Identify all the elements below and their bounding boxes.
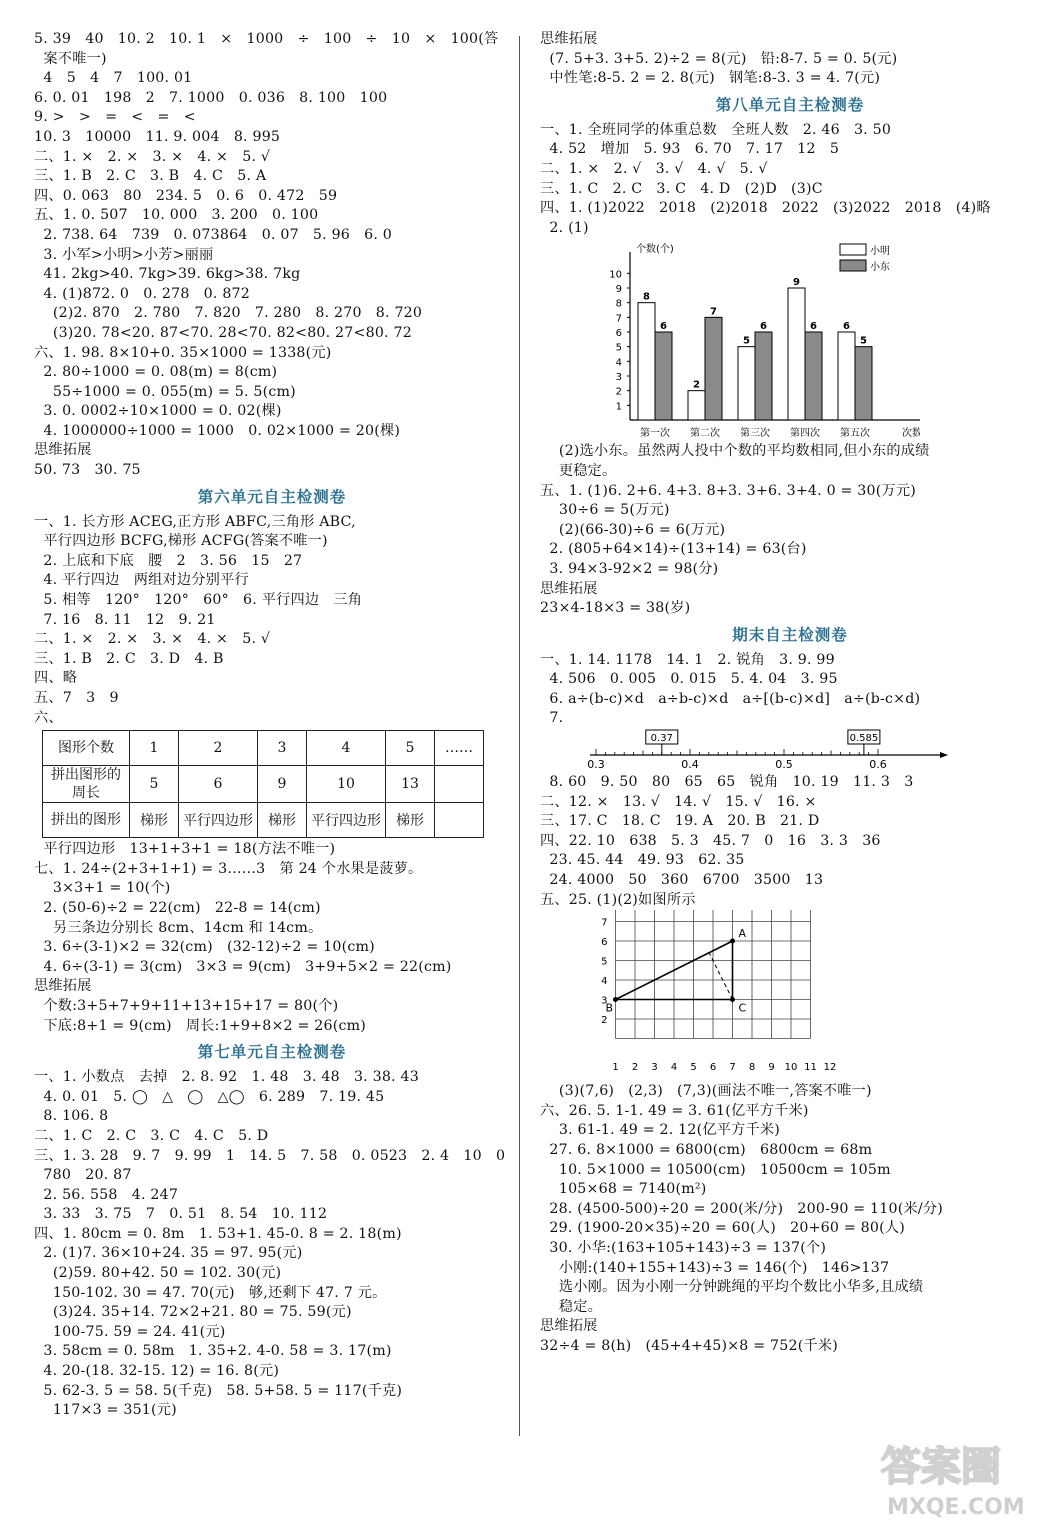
unit7-title: 第七单元自主检测卷 <box>197 1043 347 1062</box>
x-tick-label: 第三次 <box>740 428 770 439</box>
table-cell: 5 <box>130 766 179 803</box>
answer-line: 4. 20-(18. 32-15. 12) = 16. 8(元) <box>34 1363 280 1380</box>
y-tick-label: 5 <box>615 343 622 355</box>
x-label: 7 <box>729 1062 736 1074</box>
answer-line: 三、1. B 2. C 3. B 4. C 5. A <box>34 168 267 185</box>
bar-小明 <box>788 288 805 420</box>
answers-unit5 <box>34 30 510 481</box>
answer-line: 五、25. (1)(2)如图所示 <box>540 891 696 908</box>
answer-line: 思维拓展 <box>34 442 92 459</box>
arrow-icon <box>940 752 948 758</box>
left-column <box>34 30 510 1421</box>
answer-line: 24. 4000 50 360 6700 3500 13 <box>540 872 824 889</box>
y-tick-label: 6 <box>615 328 622 340</box>
answer-line: 8. 60 9. 50 80 65 65 锐角 10. 19 11. 3 3 <box>540 774 914 791</box>
number-line-label: 0.3 <box>587 758 605 770</box>
watermark <box>847 1434 1047 1528</box>
watermark-text: MXQE.COM <box>887 1495 1025 1520</box>
bar-value-label: 5 <box>743 336 750 348</box>
answer-line: 4. 0. 01 5. ◯ △ ◯ △◯ 6. 289 7. 19. 45 <box>34 1088 385 1105</box>
point-label: A <box>738 927 747 941</box>
bar-小明 <box>688 391 705 420</box>
answer-line: 30÷6 = 5(万元) <box>540 502 670 519</box>
answer-line: 另三条边分别长 8cm、14cm 和 14cm。 <box>34 919 323 936</box>
grid-figure-svg <box>540 910 840 1078</box>
answer-line: 平行四边形 BCFG,梯形 ACFG(答案不唯一) <box>34 533 328 550</box>
answer-line: 六、 <box>34 709 63 726</box>
answer-line: 29. (1900-20×35)÷20 = 60(人) 20+60 = 80(人) <box>540 1220 905 1237</box>
answer-line: (3)20. 78<20. 87<70. 28<70. 82<80. 27<80. 72 <box>34 324 412 341</box>
answer-line: 小刚:(140+155+143)÷3 = 146(个) 146>137 <box>540 1259 890 1276</box>
watermark-glyphs: 答案圈 <box>881 1444 1001 1490</box>
answer-line: (7. 5+3. 3+5. 2)÷2 = 8(元) 铅:8-7. 5 = 0. 5(元) <box>540 50 898 67</box>
right-column <box>540 30 1040 1357</box>
answer-line: 4. 506 0. 005 0. 015 5. 4. 04 3. 95 <box>540 671 838 688</box>
answers-final-part2 <box>540 773 1040 910</box>
bar-value-label: 6 <box>810 321 817 333</box>
table-cell: 6 <box>179 766 258 803</box>
table-cell <box>435 803 484 838</box>
answer-line: 10. 5×1000 = 10500(cm) 10500cm = 105m <box>540 1161 891 1178</box>
x-label: 5 <box>690 1062 697 1074</box>
answer-line: 中性笔:8-5. 2 = 2. 8(元) 钢笔:8-3. 3 = 4. 7(元) <box>540 70 881 87</box>
answers-unit8-part2 <box>540 442 1040 618</box>
answer-line: 32÷4 = 8(h) (45+4+45)×8 = 752(千米) <box>540 1337 838 1354</box>
bar-value-label: 9 <box>793 277 800 289</box>
answer-line: 117×3 = 351(元) <box>34 1402 177 1419</box>
answer-line: 4. 1000000÷1000 = 1000 0. 02×1000 = 20(棵) <box>34 422 401 439</box>
table-cell: …… <box>435 731 484 766</box>
answer-line: 选小刚。因为小刚一分钟跳绳的平均个数比小华多,且成绩 <box>540 1279 924 1296</box>
answer-line: 5. 62-3. 5 = 58. 5(千克) 58. 5+58. 5 = 117(千克) <box>34 1382 403 1399</box>
answers-unit7 <box>34 1068 510 1421</box>
answer-line: 思维拓展 <box>34 978 92 995</box>
table-cell <box>435 766 484 803</box>
answer-line: 一、1. 小数点 去掉 2. 8. 92 1. 48 3. 48 3. 38. 43 <box>34 1069 419 1086</box>
unit6-table <box>42 730 484 838</box>
answer-line: 七、1. 24÷(2+3+1+1) = 3……3 第 24 个水果是菠萝。 <box>34 860 423 877</box>
x-tick-label: 第四次 <box>790 428 820 439</box>
answer-line: 思维拓展 <box>540 580 598 597</box>
bar-小明 <box>738 347 755 420</box>
answer-line: 4. 6÷(3-1) = 3(cm) 3×3 = 9(cm) 3+9+5×2 = 22(cm) <box>34 958 452 975</box>
answer-line: 9. > > = < = < <box>34 109 196 126</box>
number-line <box>540 729 1040 773</box>
answer-line: 三、1. 3. 28 9. 7 9. 99 1 14. 5 7. 58 0. 0523 2. 4 10 0 <box>34 1147 506 1164</box>
x-label: 12 <box>823 1062 837 1074</box>
answer-line: 个数:3+5+7+9+11+13+15+17 = 80(个) <box>34 997 339 1014</box>
answer-line: (3)24. 35+14. 72×2+21. 80 = 75. 59(元) <box>34 1304 352 1321</box>
bar-小东 <box>705 318 722 421</box>
answer-line: 二、1. × 2. × 3. × 4. × 5. √ <box>34 631 271 648</box>
x-label: 8 <box>748 1062 756 1074</box>
answer-line: 3. 6÷(3-1)×2 = 32(cm) (32-12)÷2 = 10(cm) <box>34 939 375 956</box>
answer-line: 2. 上底和下底 腰 2 3. 56 15 27 <box>34 552 303 569</box>
table-cell: 2 <box>179 731 258 766</box>
table-cell: 3 <box>258 731 307 766</box>
answer-line: 150-102. 30 = 47. 70(元) 够,还剩下 47. 7 元。 <box>34 1284 387 1301</box>
bar-小明 <box>838 332 855 420</box>
bar-小明 <box>638 303 655 420</box>
answer-line: 3. 94×3-92×2 = 98(分) <box>540 560 719 577</box>
answer-line: 四、0. 063 80 234. 5 0. 6 0. 472 59 <box>34 187 338 204</box>
answer-line: 一、1. 全班同学的体重总数 全班人数 2. 46 3. 50 <box>540 121 892 138</box>
answer-line: 三、1. B 2. C 3. D 4. B <box>34 650 224 667</box>
number-line-label: 0.4 <box>681 758 699 770</box>
x-label: 3 <box>651 1062 658 1074</box>
answer-line: 4. 平行四边 两组对边分别平行 <box>34 572 249 589</box>
unit6-title: 第六单元自主检测卷 <box>197 487 347 506</box>
answer-line: 案不唯一) <box>34 50 107 67</box>
legend-swatch <box>840 244 866 255</box>
x-tick-label: 第二次 <box>690 428 720 439</box>
answer-line: 27. 6. 8×1000 = 6800(cm) 6800cm = 68m <box>540 1142 873 1158</box>
legend-label: 小东 <box>870 262 890 274</box>
bar-value-label: 6 <box>660 321 667 333</box>
answer-line: 二、1. × 2. √ 3. √ 4. √ 5. √ <box>540 160 768 177</box>
answer-line: 2. (1)7. 36×10+24. 35 = 97. 95(元) <box>34 1245 303 1262</box>
x-label: 11 <box>804 1062 817 1074</box>
answer-box-label: 0.37 <box>650 733 673 745</box>
table-cell: 10 <box>307 766 386 803</box>
y-tick-label: 2 <box>615 387 622 399</box>
answer-line: 下底:8+1 = 9(cm) 周长:1+9+8×2 = 26(cm) <box>34 1017 367 1034</box>
column-divider <box>519 36 520 1436</box>
bar-value-label: 5 <box>860 336 867 348</box>
answer-line: 105×68 = 7140(m²) <box>540 1181 707 1198</box>
answer-line: 3. 0. 0002÷10×1000 = 0. 02(棵) <box>34 403 282 420</box>
answer-line: 四、略 <box>34 670 78 687</box>
answer-line: 100-75. 59 = 24. 41(元) <box>34 1323 226 1340</box>
table-cell: 拼出图形的周长 <box>43 766 130 803</box>
point-C <box>730 997 735 1002</box>
table-cell: 平行四边形 <box>179 803 258 838</box>
answer-line: 五、1. (1)6. 2+6. 4+3. 8+3. 3+6. 3+4. 0 = 30(万元) <box>540 482 916 499</box>
y-label: 6 <box>601 937 608 949</box>
table-cell: 1 <box>130 731 179 766</box>
answer-line: 5. 相等 120° 120° 60° 6. 平行四边 三角 <box>34 592 363 609</box>
y-tick-label: 10 <box>609 269 622 281</box>
y-tick-label: 3 <box>615 372 622 384</box>
y-tick-label: 1 <box>615 401 622 413</box>
x-label: 4 <box>670 1062 678 1074</box>
answer-line: 41. 2kg>40. 7kg>39. 6kg>38. 7kg <box>34 266 301 283</box>
number-line-label: 0.6 <box>869 758 887 770</box>
table-cell: 13 <box>386 766 435 803</box>
table-row <box>43 803 484 838</box>
x-axis-label: 次数 <box>902 428 920 439</box>
answer-line: 4. (1)872. 0 0. 278 0. 872 <box>34 285 250 302</box>
y-label: 5 <box>601 956 608 968</box>
table-cell: 5 <box>386 731 435 766</box>
answer-line: 23×4-18×3 = 38(岁) <box>540 600 691 617</box>
bar-chart <box>540 238 1040 442</box>
y-label: 7 <box>601 917 608 929</box>
answer-line: 六、26. 5. 1-1. 49 = 3. 61(亿平方千米) <box>540 1102 809 1119</box>
x-label: 9 <box>768 1062 775 1074</box>
answer-line: 2. 738. 64 739 0. 073864 0. 07 5. 96 6. 0 <box>34 226 393 243</box>
answers-unit8-part1 <box>540 121 1040 239</box>
table-cell: 梯形 <box>130 803 179 838</box>
answer-line: 思维拓展 <box>540 31 598 47</box>
answer-line: 六、1. 98. 8×10+0. 35×1000 = 1338(元) <box>34 344 332 361</box>
bar-value-label: 2 <box>693 380 700 392</box>
table-cell: 图形个数 <box>43 731 130 766</box>
y-label: 4 <box>601 976 608 988</box>
x-label: 6 <box>709 1062 717 1074</box>
number-line-label: 0.5 <box>775 758 793 770</box>
answer-line: 3. 58cm = 0. 58m 1. 35+2. 4-0. 58 = 3. 17(m) <box>34 1343 392 1360</box>
answer-line: 23. 45. 44 49. 93 62. 35 <box>540 852 745 869</box>
y-tick-label: 7 <box>615 313 622 325</box>
answer-line: 二、1. × 2. × 3. × 4. × 5. √ <box>34 148 271 165</box>
answer-line: 6. a÷(b-c)×d a÷b-c)×d a÷[(b-c)×d] a÷(b-c×d) <box>540 690 921 707</box>
bar-value-label: 6 <box>760 321 767 333</box>
x-label: 10 <box>784 1062 798 1074</box>
answer-line: 5. 39 40 10. 2 10. 1 × 1000 ÷ 100 ÷ 10 × 100(答 <box>34 31 499 47</box>
y-label: 3 <box>601 995 608 1007</box>
answer-line: 3×3+1 = 10(个) <box>34 880 171 897</box>
answer-line: 10. 3 10000 11. 9. 004 8. 995 <box>34 128 281 145</box>
bar-小东 <box>805 332 822 420</box>
answer-line: 2. (1) <box>540 219 589 236</box>
answer-line: 6. 0. 01 198 2 7. 1000 0. 036 8. 100 100 <box>34 89 388 106</box>
answer-line: 50. 73 30. 75 <box>34 462 141 479</box>
answer-line: 55÷1000 = 0. 055(m) = 5. 5(cm) <box>34 383 296 400</box>
x-label: 1 <box>612 1062 619 1074</box>
answer-line: 2. (805+64×14)÷(13+14) = 63(台) <box>540 541 807 558</box>
answer-line: 四、1. (1)2022 2018 (2)2018 2022 (3)2022 2018 (4)略 <box>540 200 991 217</box>
table-cell: 4 <box>307 731 386 766</box>
point-label: C <box>738 1001 747 1015</box>
answer-line: 平行四边形 13+1+3+1 = 18(方法不唯一) <box>34 841 336 858</box>
answer-line: 4. 52 增加 5. 93 6. 70 7. 17 12 5 <box>540 141 840 158</box>
number-line-svg <box>540 729 960 769</box>
answer-line: 一、1. 14. 1178 14. 1 2. 锐角 3. 9. 99 <box>540 651 835 668</box>
y-tick-label: 8 <box>615 299 622 311</box>
answer-line: 稳定。 <box>540 1298 603 1315</box>
x-tick-label: 第一次 <box>640 428 670 439</box>
table-cell: 拼出的图形 <box>43 803 130 838</box>
answer-line: 三、17. C 18. C 19. A 20. B 21. D <box>540 813 820 830</box>
answer-line: (2)2. 870 2. 780 7. 820 7. 280 8. 270 8. 720 <box>34 305 423 322</box>
x-tick-label: 第五次 <box>840 428 870 439</box>
y-tick-label: 9 <box>615 284 622 296</box>
answers-final-part1 <box>540 651 1040 729</box>
final-title: 期末自主检测卷 <box>732 625 848 644</box>
answer-line: (2)选小东。虽然两人投中个数的平均数相同,但小东的成绩 <box>540 443 930 460</box>
bar-小东 <box>655 332 672 420</box>
point-B <box>613 997 618 1002</box>
legend-swatch <box>840 260 866 271</box>
y-tick-label: 4 <box>615 357 622 369</box>
bar-value-label: 6 <box>843 321 850 333</box>
table-cell: 梯形 <box>258 803 307 838</box>
answers-final-part3 <box>540 1082 1040 1356</box>
unit8-title: 第八单元自主检测卷 <box>715 95 865 114</box>
answer-line: 28. (4500-500)÷20 = 200(米/分) 200-90 = 110(米/分) <box>540 1200 943 1217</box>
answer-line: 8. 106. 8 <box>34 1108 109 1125</box>
answer-line: 2. 56. 558 4. 247 <box>34 1186 179 1203</box>
answer-line: 2. 80÷1000 = 0. 08(m) = 8(cm) <box>34 364 278 381</box>
bar-小东 <box>755 332 772 420</box>
answer-line: 4 5 4 7 100. 01 <box>34 70 193 87</box>
legend-label: 小明 <box>870 246 890 258</box>
answer-line: 7. <box>540 710 564 727</box>
answer-line: (2)59. 80+42. 50 = 102. 30(元) <box>34 1265 282 1282</box>
answer-line: 780 20. 87 <box>34 1167 132 1184</box>
answers-thinking-extension <box>540 30 1040 89</box>
answer-line: 2. (50-6)÷2 = 22(cm) 22-8 = 14(cm) <box>34 899 321 916</box>
bar-chart-svg <box>540 238 920 438</box>
table-row <box>43 766 484 803</box>
answer-line: 7. 16 8. 11 12 9. 21 <box>34 611 216 628</box>
table-row <box>43 731 484 766</box>
x-label: 2 <box>631 1062 639 1074</box>
answer-line: 3. 小军>小明>小芳>丽丽 <box>34 246 214 263</box>
answer-line: 30. 小华:(163+105+143)÷3 = 137(个) <box>540 1239 827 1256</box>
answer-line: 三、1. C 2. C 3. C 4. D (2)D (3)C <box>540 180 823 197</box>
answer-box-label: 0.585 <box>849 733 879 745</box>
bar-value-label: 7 <box>710 306 717 318</box>
answer-line: 五、7 3 9 <box>34 690 119 706</box>
table-cell: 9 <box>258 766 307 803</box>
answer-line: 二、12. × 13. √ 14. √ 15. √ 16. × <box>540 793 817 810</box>
answer-line: 一、1. 长方形 ACEG,正方形 ABFC,三角形 ABC, <box>34 513 356 530</box>
point-A <box>730 939 735 944</box>
answer-line: 二、1. C 2. C 3. C 4. C 5. D <box>34 1127 269 1144</box>
table-cell: 平行四边形 <box>307 803 386 838</box>
answers-unit6-part1 <box>34 513 510 729</box>
answer-line: 3. 33 3. 75 7 0. 51 8. 54 10. 112 <box>34 1206 328 1223</box>
watermark-logo <box>847 1434 1047 1524</box>
answer-line: 四、22. 10 638 5. 3 45. 7 0 16 3. 3 36 <box>540 832 881 849</box>
bar-value-label: 8 <box>643 292 650 304</box>
answer-line: (2)(66-30)÷6 = 6(万元) <box>540 521 726 538</box>
answer-line: (3)(7,6) (2,3) (7,3)(画法不唯一,答案不唯一) <box>540 1083 872 1100</box>
answers-unit6-part2 <box>34 840 510 1036</box>
y-label: 2 <box>601 1015 608 1027</box>
y-axis-label: 个数(个) <box>636 244 674 256</box>
point-label: B <box>605 1001 614 1015</box>
answer-line: 思维拓展 <box>540 1318 598 1335</box>
table-cell: 梯形 <box>386 803 435 838</box>
bar-小东 <box>855 347 872 420</box>
answer-line: 五、1. 0. 507 10. 000 3. 200 0. 100 <box>34 207 319 224</box>
grid-figure <box>540 910 1040 1082</box>
answer-line: 四、1. 80cm = 0. 8m 1. 53+1. 45-0. 8 = 2. 18(m) <box>34 1225 402 1242</box>
answer-line: 更稳定。 <box>540 462 617 479</box>
answer-line: 3. 61-1. 49 = 2. 12(亿平方千米) <box>540 1122 781 1139</box>
